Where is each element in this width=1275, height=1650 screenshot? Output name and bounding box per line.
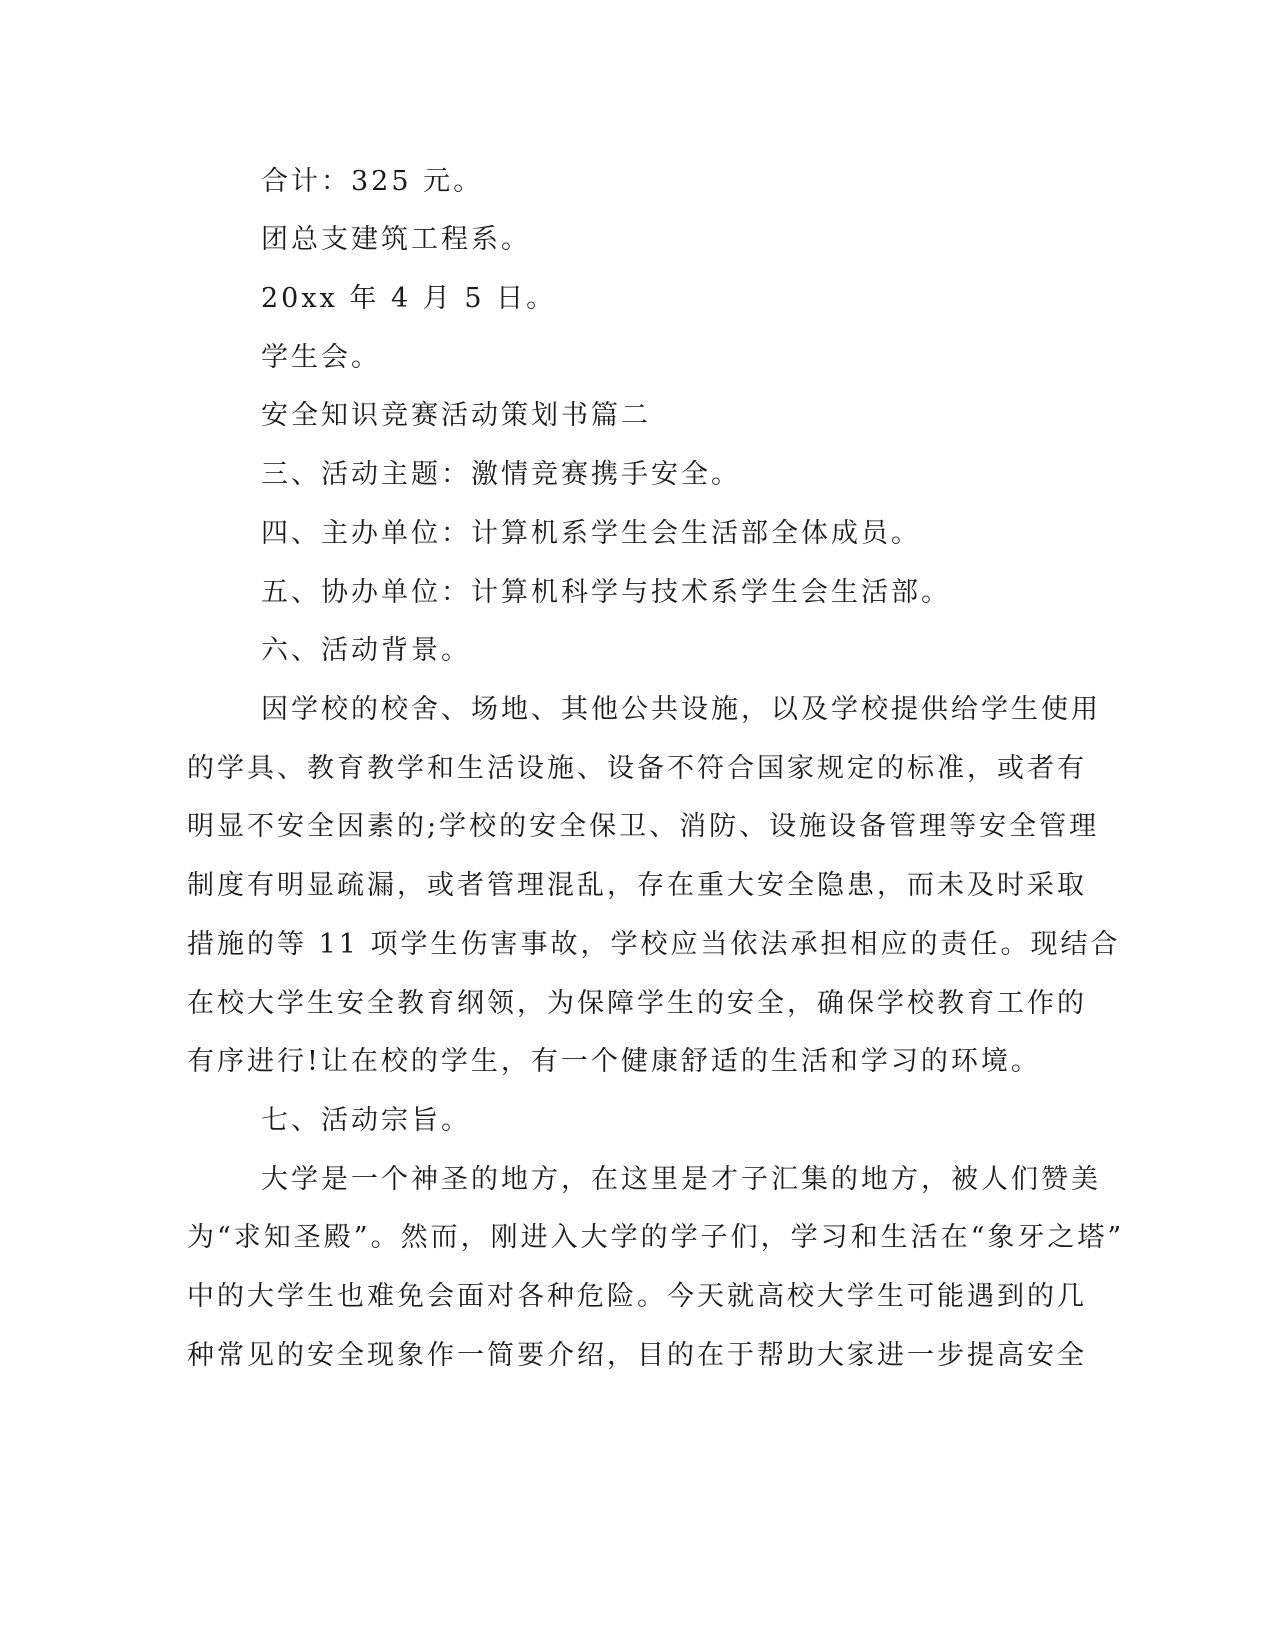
date-line: 20xx 年 4 月 5 日。: [261, 283, 557, 314]
organizer-line: 四、主办单位：计算机系学生会生活部全体成员。: [261, 518, 921, 549]
background-paragraph-line: 在校大学生安全教育纲领，为保障学生的安全，确保学校教育工作的: [187, 988, 1087, 1019]
background-paragraph-line: 的学具、教育教学和生活设施、设备不符合国家规定的标准，或者有: [187, 753, 1087, 784]
activity-theme-line: 三、活动主题：激情竞赛携手安全。: [261, 459, 741, 490]
student-union-line: 学生会。: [261, 342, 381, 373]
background-paragraph-line: 有序进行!让在校的学生，有一个健康舒适的生活和学习的环境。: [187, 1046, 1041, 1077]
purpose-heading: 七、活动宗旨。: [261, 1105, 471, 1136]
co-organizer-line: 五、协办单位：计算机科学与技术系学生会生活部。: [261, 577, 951, 608]
total-amount-line: 合计：325 元。: [261, 166, 484, 197]
section-title: 安全知识竞赛活动策划书篇二: [261, 400, 651, 431]
background-paragraph-line: 因学校的校舍、场地、其他公共设施，以及学校提供给学生使用: [261, 694, 1101, 725]
department-line: 团总支建筑工程系。: [261, 224, 531, 255]
background-paragraph-line: 制度有明显疏漏，或者管理混乱，存在重大安全隐患，而未及时采取: [187, 870, 1087, 901]
purpose-paragraph-line: 中的大学生也难免会面对各种危险。今天就高校大学生可能遇到的几: [187, 1281, 1087, 1312]
background-heading: 六、活动背景。: [261, 635, 471, 666]
purpose-paragraph-line: 种常见的安全现象作一简要介绍，目的在于帮助大家进一步提高安全: [187, 1340, 1087, 1371]
background-paragraph-line: 措施的等 11 项学生伤害事故，学校应当依法承担相应的责任。现结合: [187, 929, 1121, 960]
background-paragraph-line: 明显不安全因素的;学校的安全保卫、消防、设施设备管理等安全管理: [187, 811, 1100, 842]
purpose-paragraph-line: 为“求知圣殿”。然而，刚进入大学的学子们，学习和生活在“象牙之塔”: [187, 1222, 1125, 1253]
purpose-paragraph-line: 大学是一个神圣的地方，在这里是才子汇集的地方，被人们赞美: [261, 1164, 1101, 1195]
